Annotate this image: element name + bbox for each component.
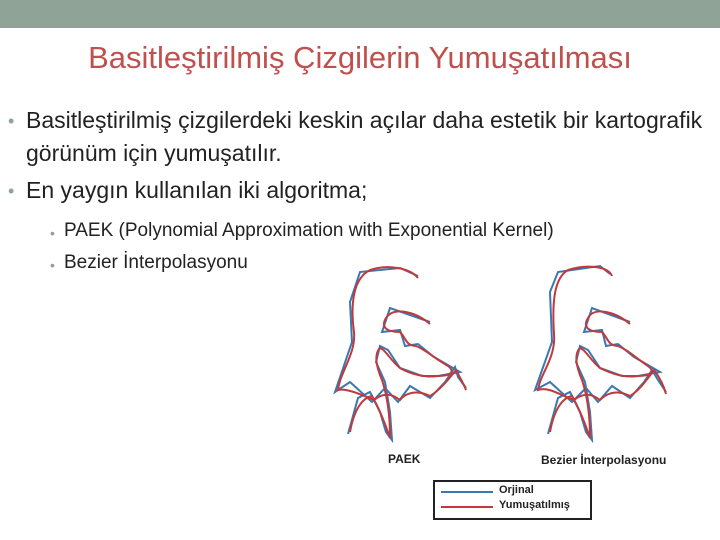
sub-bullet-text: Bezier İnterpolasyonu (64, 252, 248, 273)
top-decorative-bar (0, 0, 720, 28)
bullet-marker: • (8, 111, 15, 131)
legend-label-original: Orjinal (499, 484, 534, 496)
bezier-smoothed-line (538, 267, 666, 438)
smoothing-illustration (330, 262, 710, 452)
bezier-label: Bezier İnterpolasyonu (541, 453, 667, 467)
bullet-marker: • (8, 181, 15, 201)
legend (433, 480, 592, 520)
slide-title: Basitleştirilmiş Çizgilerin Yumuşatılması (88, 40, 632, 75)
paek-shape (335, 267, 466, 440)
bezier-shape (535, 266, 666, 440)
bullet-text: Basitleştirilmiş çizgilerdeki keskin açılar daha estetik bir kartografik görünüm için yumuşatılır. (26, 107, 703, 166)
sub-bullet-text: PAEK (Polynomial Approximation with Exponential Kernel) (64, 220, 554, 241)
sub-bullet-marker: • (50, 225, 55, 241)
bullet-text: En yaygın kullanılan iki algoritma; (26, 177, 368, 203)
legend-swatch-original (441, 491, 493, 493)
legend-item-smoothed (441, 499, 586, 515)
paek-smoothed-line (338, 267, 466, 438)
sub-bullet-marker: • (50, 257, 55, 273)
legend-item-original (441, 484, 586, 500)
legend-label-smoothed: Yumuşatılmış (499, 499, 570, 511)
paek-label: PAEK (388, 452, 421, 466)
legend-swatch-smoothed (441, 506, 493, 508)
smoothing-comparison-figure (330, 262, 710, 524)
